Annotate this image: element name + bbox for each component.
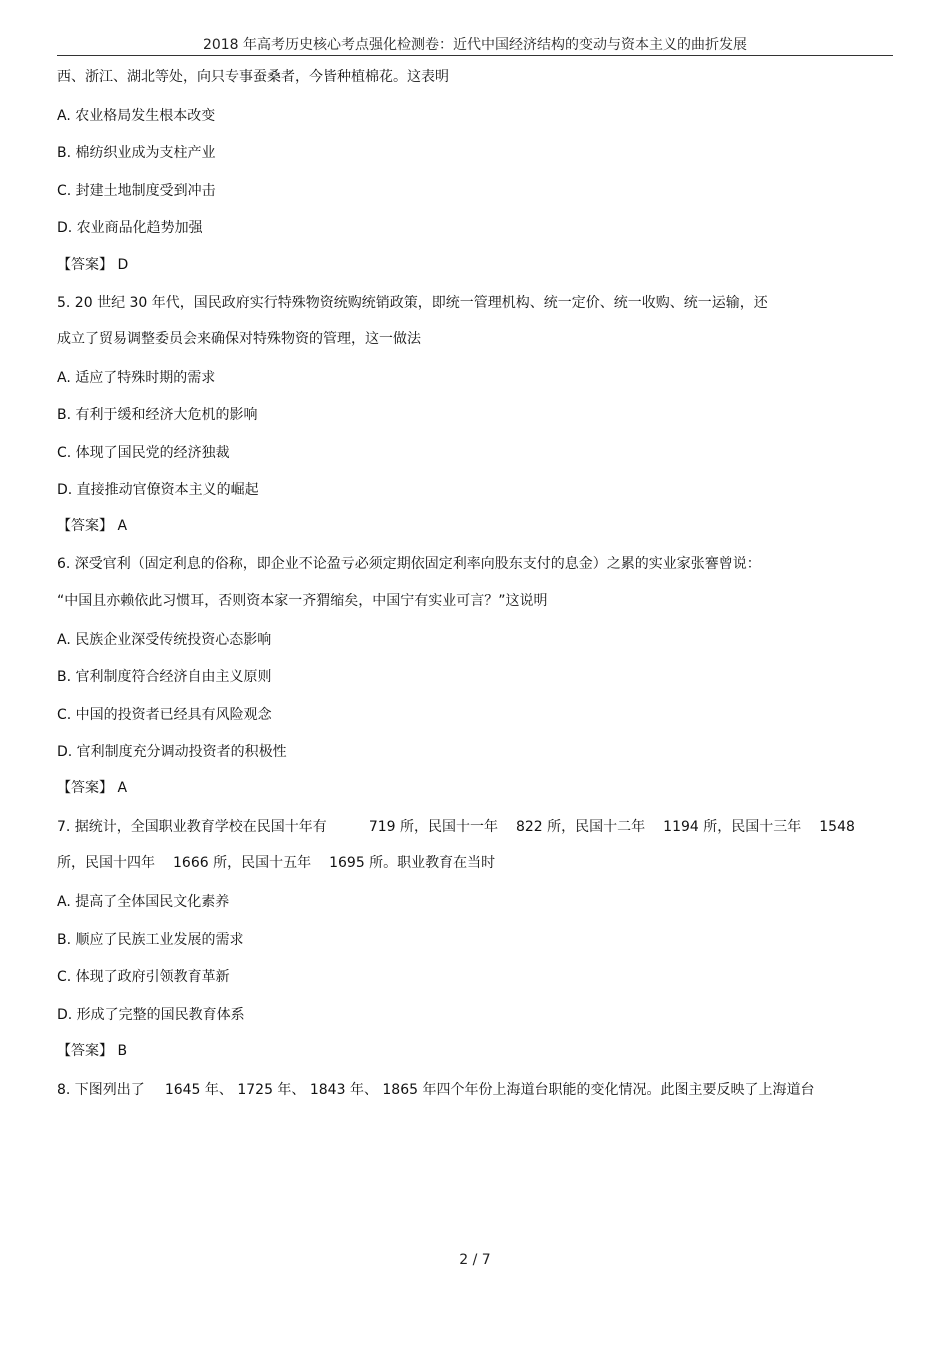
q5-stem-line2: 成立了贸易调整委员会来确保对特殊物资的管理，这一做法 <box>57 331 421 347</box>
q7-seg: 7. 据统计，全国职业教育学校在民国十年有 <box>57 819 327 835</box>
q4-option-c: C. 封建土地制度受到冲击 <box>57 183 216 199</box>
q7-seg: 1666 所，民国十五年 <box>173 855 312 871</box>
q6-option-a: A. 民族企业深受传统投资心态影响 <box>57 632 272 648</box>
q7-seg: 719 所，民国十一年 <box>368 819 498 835</box>
q4-option-a: A. 农业格局发生根本改变 <box>57 108 216 124</box>
q7-seg: 所，民国十四年 <box>57 855 155 871</box>
q6-option-d: D. 官利制度充分调动投资者的积极性 <box>57 744 287 760</box>
q4-option-d: D. 农业商品化趋势加强 <box>57 220 203 236</box>
q7-seg: 1194 所，民国十三年 <box>663 819 802 835</box>
header-rule <box>57 55 893 56</box>
q7-answer: 【答案】 B <box>57 1043 128 1059</box>
q6-option-b: B. 官利制度符合经济自由主义原则 <box>57 669 272 685</box>
q4-stem: 西、浙江、湖北等处，向只专事蚕桑者，今皆种植棉花。这表明 <box>57 69 449 85</box>
q7-option-a: A. 提高了全体国民文化素养 <box>57 894 230 910</box>
q7-option-b: B. 顺应了民族工业发展的需求 <box>57 932 244 948</box>
page-number: 2 / 7 <box>459 1252 491 1268</box>
q4-answer: 【答案】 D <box>57 257 129 273</box>
q7-option-d: D. 形成了完整的国民教育体系 <box>57 1007 245 1023</box>
q5-option-d: D. 直接推动官僚资本主义的崛起 <box>57 482 259 498</box>
q7-stem-line1 <box>57 818 893 836</box>
q8-stem <box>57 1081 814 1099</box>
q8-seg: 1645 年、 1725 年、 1843 年、 1865 年四个年份上海道台职能的变化情况。此图主要反映了上海道台 <box>164 1082 815 1098</box>
q7-seg: 822 所，民国十二年 <box>515 819 646 835</box>
q6-option-c: C. 中国的投资者已经具有风险观念 <box>57 707 272 723</box>
q5-option-a: A. 适应了特殊时期的需求 <box>57 370 216 386</box>
q8-seg: 8. 下图列出了 <box>57 1082 145 1098</box>
q4-option-b: B. 棉纺织业成为支柱产业 <box>57 145 216 161</box>
q5-answer: 【答案】 A <box>57 518 128 534</box>
q6-stem-line2: “中国且亦赖依此习惯耳，否则资本家一齐猬缩矣，中国宁有实业可言？”这说明 <box>57 593 548 609</box>
q7-option-c: C. 体现了政府引领教育革新 <box>57 969 230 985</box>
q6-stem-line1: 6. 深受官利（固定利息的俗称，即企业不论盈亏必须定期依固定利率向股东支付的息金）之累的实业家张謇曾说： <box>57 556 761 572</box>
q5-stem-line1: 5. 20 世纪 30 年代，国民政府实行特殊物资统购统销政策，即统一管理机构、统一定价、统一收购、统一运输，还 <box>57 295 768 311</box>
q5-option-c: C. 体现了国民党的经济独裁 <box>57 445 230 461</box>
page-header: 2018 年高考历史核心考点强化检测卷：近代中国经济结构的变动与资本主义的曲折发展 <box>202 37 748 53</box>
q7-seg: 1695 所。职业教育在当时 <box>329 855 496 871</box>
q7-stem-line2 <box>57 854 495 872</box>
q7-seg: 1548 <box>819 819 855 835</box>
q5-option-b: B. 有利于缓和经济大危机的影响 <box>57 407 258 423</box>
q6-answer: 【答案】 A <box>57 780 128 796</box>
